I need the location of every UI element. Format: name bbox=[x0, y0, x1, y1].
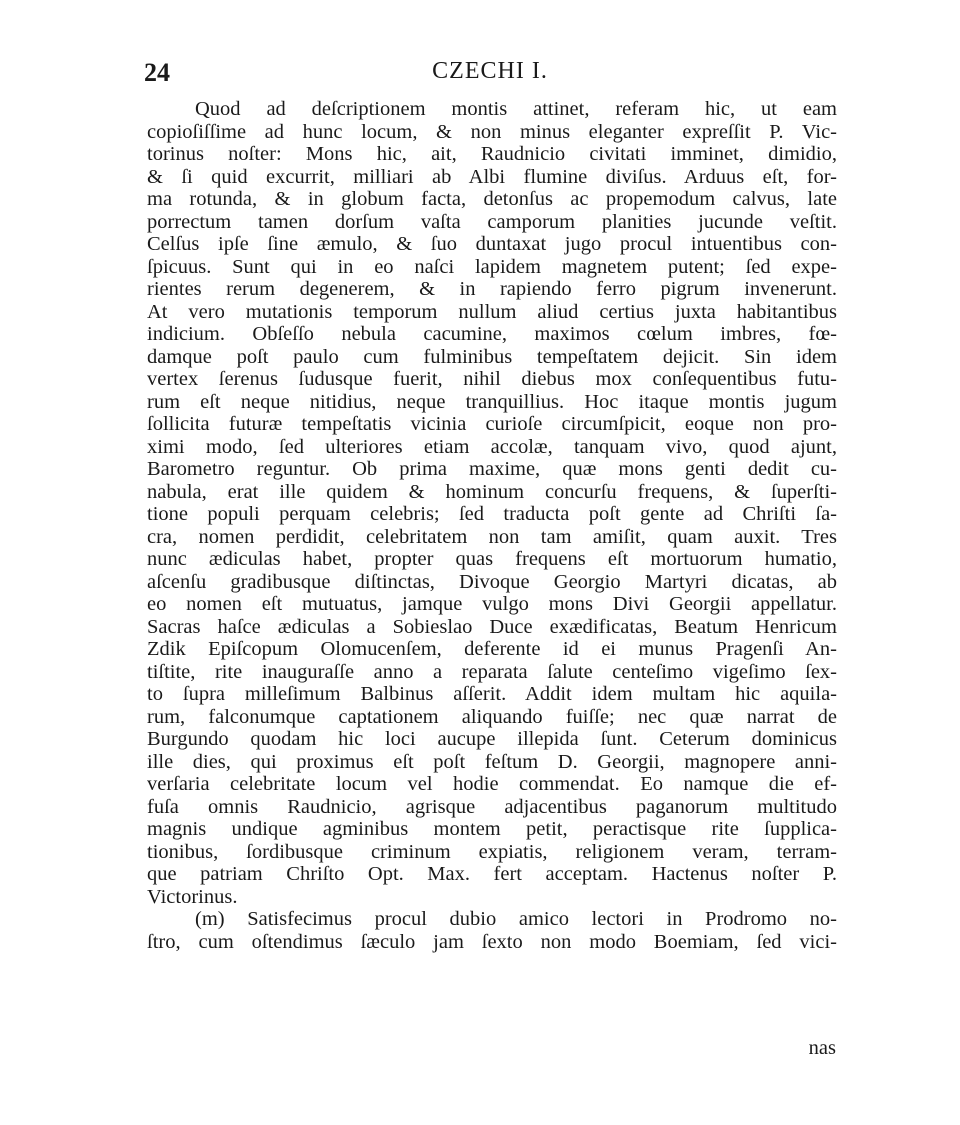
text-line: ſtro, cum oſtendimus ſæculo jam ſexto non modo Boemiam, ſed vici- bbox=[147, 930, 837, 953]
paragraph-note-m bbox=[147, 908, 837, 953]
text-line: to ſupra milleſimum Balbinus aſſerit. Addit idem multam hic aquila- bbox=[147, 683, 837, 705]
text-line: fuſa omnis Raudnicio, agrisque adjacentibus paganorum multitudo bbox=[147, 795, 837, 818]
text-line: & ſi quid excurrit, milliari ab Albi flumine diviſus. Arduus eſt, for- bbox=[147, 165, 837, 188]
text-line: cra, nomen perdidit, celebritatem non tam amiſit, quam auxit. Tres bbox=[147, 525, 837, 548]
text-line: verſaria celebritate locum vel hodie commendat. Eo namque die ef- bbox=[147, 773, 837, 795]
text-line: tiſtite, rite inauguraſſe anno a reparata ſalute centeſimo vigeſimo ſex- bbox=[147, 660, 837, 683]
text-line: Burgundo quodam hic loci aucupe illepida ſunt. Ceterum dominicus bbox=[147, 728, 837, 750]
text-line: tionibus, ſordibusque criminum expiatis, religionem veram, terram- bbox=[147, 840, 837, 863]
text-line: ximi modo, ſed ulteriores etiam accolæ, tanquam vivo, quod ajunt, bbox=[147, 435, 837, 458]
text-line: tione populi perquam celebris; ſed traducta poſt gente ad Chriſti ſa- bbox=[147, 503, 837, 525]
text-line: nunc ædiculas habet, propter quas frequens eſt mortuorum humatio, bbox=[147, 548, 837, 570]
text-line: rientes rerum degenerem, & in rapiendo ferro pigrum invenerunt. bbox=[147, 278, 837, 300]
body-text bbox=[147, 98, 837, 953]
text-line: que patriam Chriſto Opt. Max. fert acceptam. Hactenus noſter P. bbox=[147, 863, 837, 885]
text-line: Quod ad deſcriptionem montis attinet, referam hic, ut eam bbox=[195, 98, 837, 120]
text-line: ſollicita futuræ tempeſtatis vicinia curioſe circumſpicit, eoque non pro- bbox=[147, 413, 837, 435]
text-line: porrectum tamen dorſum vaſta camporum planities jucunde veſtit. bbox=[147, 210, 837, 233]
text-line: Barometro reguntur. Ob prima maxime, quæ mons genti dedit cu- bbox=[147, 458, 837, 480]
text-line: torinus noſter: Mons hic, ait, Raudnicio civitati imminet, dimidio, bbox=[147, 143, 837, 165]
text-line: ille dies, qui proximus eſt poſt feſtum D. Georgii, magnopere anni- bbox=[147, 750, 837, 773]
page-number: 24 bbox=[144, 58, 170, 87]
text-line: Sacras haſce ædiculas a Sobieslao Duce exædificatas, Beatum Henricum bbox=[147, 615, 837, 638]
text-line: Celſus ipſe ſine æmulo, & ſuo duntaxat jugo procul intuentibus con- bbox=[147, 233, 837, 255]
text-line: magnis undique agminibus montem petit, peractisque rite ſupplica- bbox=[147, 818, 837, 840]
text-line: eo nomen eſt mutuatus, jamque vulgo mons Divi Georgii appellatur. bbox=[147, 593, 837, 615]
text-line: aſcenſu gradibusque diſtinctas, Divoque Georgio Martyri dicatas, ab bbox=[147, 570, 837, 593]
text-line: indicium. Obſeſſo nebula cacumine, maximos cœlum imbres, fœ- bbox=[147, 323, 837, 345]
text-line: rum eſt neque nitidius, neque tranquillius. Hoc itaque montis jugum bbox=[147, 390, 837, 413]
text-line: copioſiſſime ad hunc locum, & non minus eleganter expreſſit P. Vic- bbox=[147, 120, 837, 143]
text-line: nabula, erat ille quidem & hominum concurſu frequens, & ſuperſti- bbox=[147, 480, 837, 503]
text-line: ma rotunda, & in globum facta, detonſus ac propemodum calvus, late bbox=[147, 188, 837, 210]
paragraph-description bbox=[147, 98, 837, 908]
running-title: CZECHI I. bbox=[432, 58, 548, 84]
text-line: vertex ſerenus ſudusque fuerit, nihil diebus mox conſequentibus futu- bbox=[147, 368, 837, 390]
text-line: damque poſt paulo cum fulminibus tempeſtatem dejicit. Sin idem bbox=[147, 345, 837, 368]
text-line: ſpicuus. Sunt qui in eo naſci lapidem magnetem putent; ſed expe- bbox=[147, 255, 837, 278]
text-line: Victorinus. bbox=[147, 885, 238, 908]
text-line: At vero mutationis temporum nullum aliud certius juxta habitantibus bbox=[147, 300, 837, 323]
catchword: nas bbox=[808, 1037, 836, 1059]
text-line: Zdik Epiſcopum Olomucenſem, deferente id ei munus Pragenſi An- bbox=[147, 638, 837, 660]
text-line: rum, falconumque captationem aliquando fuiſſe; nec quæ narrat de bbox=[147, 705, 837, 728]
text-line: (m) Satisfecimus procul dubio amico lectori in Prodromo no- bbox=[195, 908, 837, 930]
running-head bbox=[144, 58, 836, 98]
